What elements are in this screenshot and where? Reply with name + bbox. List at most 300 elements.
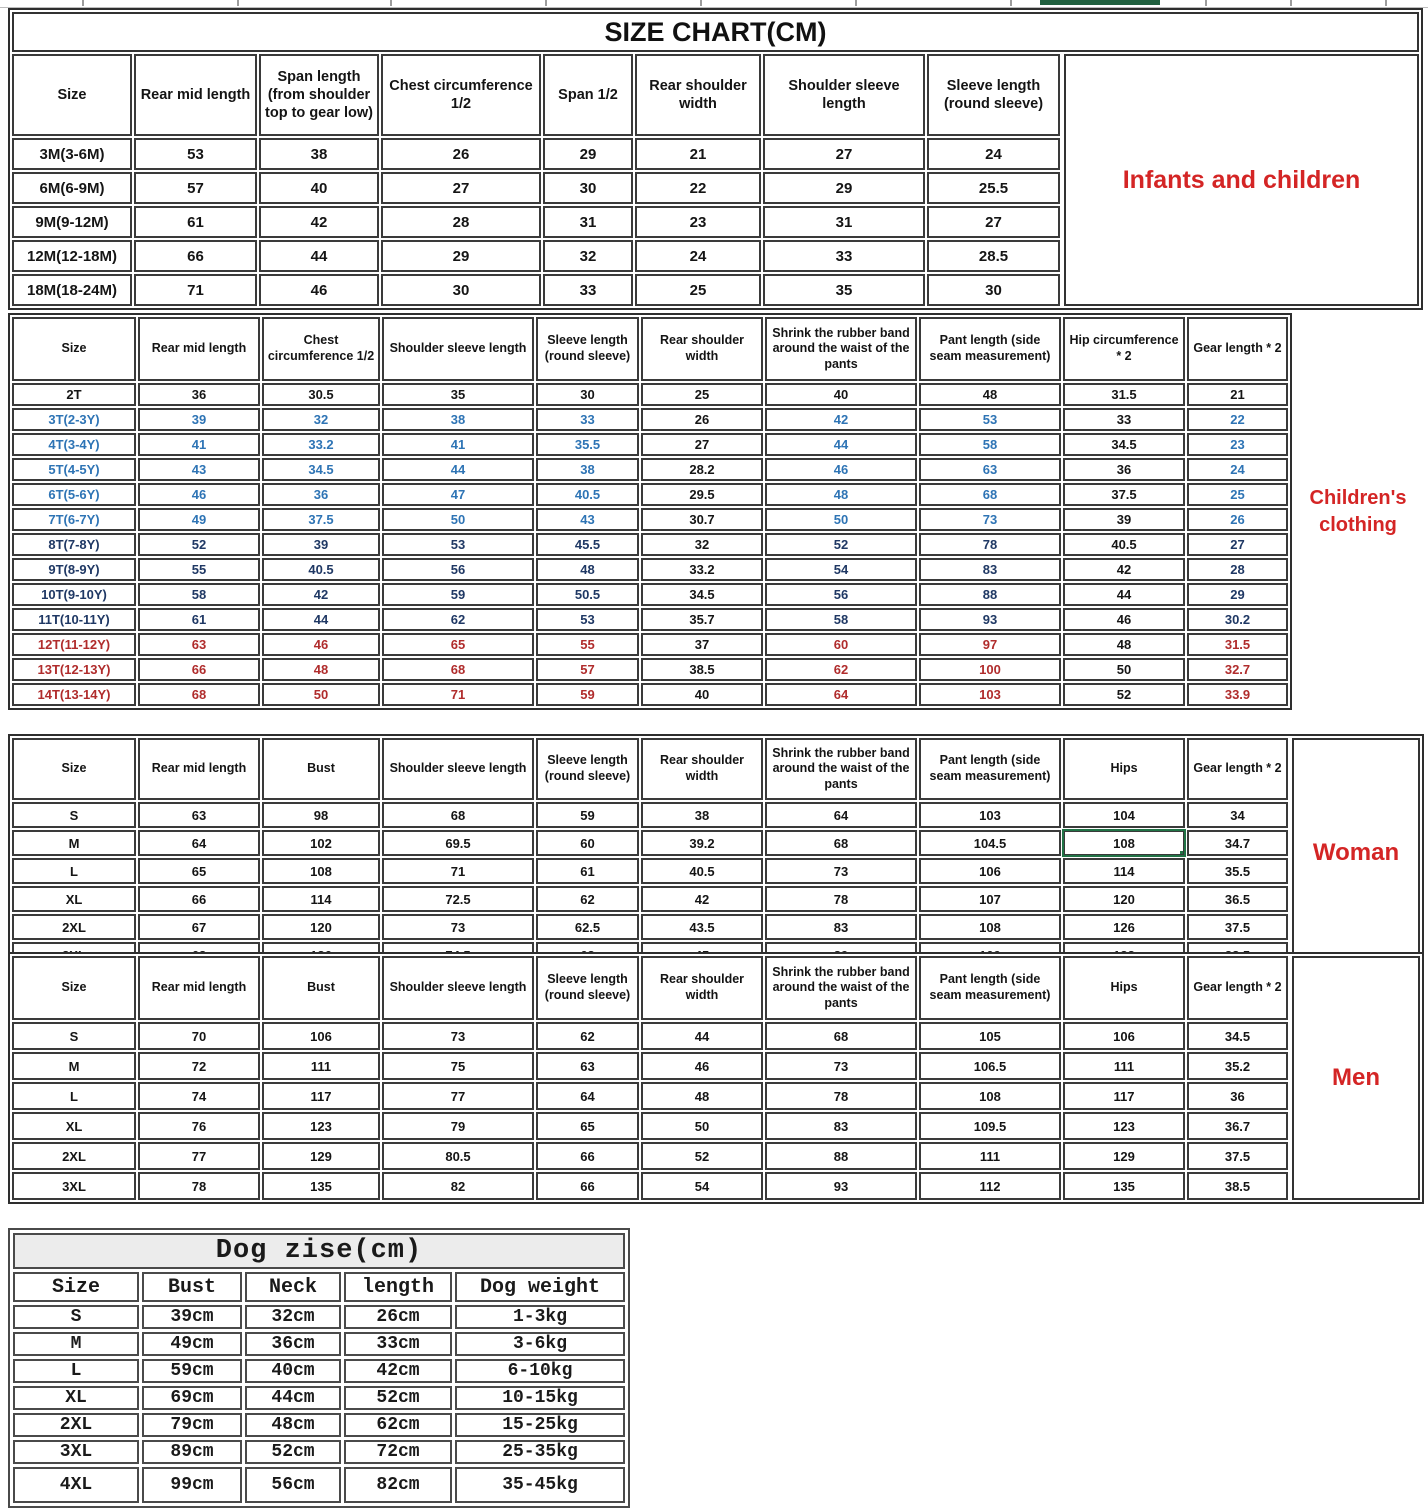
value-cell: 59 [382, 583, 534, 606]
value-cell: 26cm [344, 1305, 452, 1329]
header-cell: Rear shoulder width [641, 956, 763, 1020]
dog-table-title: Dog zise(cm) [13, 1233, 625, 1269]
value-cell: 73 [382, 1022, 534, 1050]
value-cell: 120 [1063, 886, 1185, 912]
size-cell: 10T(9-10Y) [12, 583, 136, 606]
size-cell: 8T(7-8Y) [12, 533, 136, 556]
value-cell: 66 [536, 1172, 639, 1200]
woman-size-table [10, 736, 1290, 970]
table-row [12, 914, 1288, 940]
size-cell: 6M(6-9M) [12, 172, 132, 204]
value-cell: 59cm [142, 1359, 242, 1383]
value-cell: 88 [765, 1142, 917, 1170]
value-cell: 73 [382, 914, 534, 940]
ruler-tick [545, 0, 547, 6]
value-cell: 68 [382, 802, 534, 828]
men-size-table-block [8, 952, 1424, 1204]
value-cell: 98 [262, 802, 380, 828]
value-cell: 33 [763, 240, 925, 272]
selection-remnant-bar [1040, 0, 1160, 5]
value-cell: 44 [259, 240, 379, 272]
value-cell: 34.5 [1063, 433, 1185, 456]
value-cell: 39 [262, 533, 380, 556]
value-cell: 114 [1063, 858, 1185, 884]
header-cell: Gear length * 2 [1187, 738, 1288, 800]
value-cell: 73 [765, 1052, 917, 1080]
header-cell: Bust [262, 738, 380, 800]
value-cell: 34.7 [1187, 830, 1288, 856]
size-cell: 3XL [12, 1172, 136, 1200]
header-cell: Chest circumference 1/2 [262, 317, 380, 381]
size-cell: 3M(3-6M) [12, 138, 132, 170]
value-cell: 78 [765, 886, 917, 912]
value-cell: 35.2 [1187, 1052, 1288, 1080]
size-cell: M [12, 1052, 136, 1080]
value-cell: 83 [919, 558, 1061, 581]
header-cell: Shoulder sleeve length [382, 956, 534, 1020]
value-cell: 68 [919, 483, 1061, 506]
value-cell: 35-45kg [455, 1467, 625, 1503]
value-cell: 62 [382, 608, 534, 631]
value-cell: 40cm [245, 1359, 341, 1383]
table-row [13, 1413, 625, 1437]
header-row [12, 738, 1288, 800]
value-cell: 35.7 [641, 608, 763, 631]
woman-size-table-block [8, 734, 1424, 972]
value-cell: 62 [765, 658, 917, 681]
value-cell: 67 [138, 914, 260, 940]
value-cell: 29 [543, 138, 633, 170]
ruler-tick [1205, 0, 1207, 6]
size-cell: S [12, 1022, 136, 1050]
value-cell: 23 [635, 206, 761, 238]
children-size-table-block [8, 313, 1424, 710]
value-cell: 36.7 [1187, 1112, 1288, 1140]
table-row [12, 802, 1288, 828]
value-cell: 60 [536, 830, 639, 856]
header-cell: Rear shoulder width [635, 54, 761, 136]
value-cell: 83 [765, 1112, 917, 1140]
value-cell: 21 [635, 138, 761, 170]
value-cell: 135 [1063, 1172, 1185, 1200]
ruler-tick [1385, 0, 1387, 6]
table-row [13, 1332, 625, 1356]
header-row [13, 1272, 625, 1302]
value-cell: 37.5 [1063, 483, 1185, 506]
value-cell: 108 [262, 858, 380, 884]
value-cell: 36 [138, 383, 260, 406]
children-table-label: Children's clothing [1309, 486, 1407, 536]
value-cell: 71 [134, 274, 257, 306]
value-cell: 50 [765, 508, 917, 531]
value-cell: 68 [765, 830, 917, 856]
size-cell: S [12, 802, 136, 828]
value-cell: 30 [381, 274, 541, 306]
infant-table-label: Infants and children [1064, 54, 1419, 306]
table-row [12, 138, 1060, 170]
value-cell: 48 [262, 658, 380, 681]
value-cell: 88 [919, 583, 1061, 606]
infant-size-table-block [8, 8, 1423, 310]
table-row [12, 858, 1288, 884]
value-cell: 41 [138, 433, 260, 456]
size-cell: 14T(13-14Y) [12, 683, 136, 706]
value-cell: 3-6kg [455, 1332, 625, 1356]
value-cell: 104 [1063, 802, 1185, 828]
value-cell: 120 [262, 914, 380, 940]
header-cell: Rear mid length [138, 956, 260, 1020]
value-cell: 22 [635, 172, 761, 204]
value-cell: 78 [765, 1082, 917, 1110]
value-cell: 117 [1063, 1082, 1185, 1110]
value-cell: 45.5 [536, 533, 639, 556]
size-cell: L [12, 858, 136, 884]
value-cell: 37.5 [262, 508, 380, 531]
value-cell: 57 [134, 172, 257, 204]
value-cell: 64 [765, 802, 917, 828]
header-cell: Rear mid length [138, 317, 260, 381]
value-cell: 33.9 [1187, 683, 1288, 706]
infant-size-table [10, 52, 1062, 308]
value-cell: 107 [919, 886, 1061, 912]
value-cell: 35 [382, 383, 534, 406]
value-cell: 30 [927, 274, 1060, 306]
value-cell: 135 [262, 1172, 380, 1200]
table-row [12, 508, 1288, 531]
value-cell: 33 [1063, 408, 1185, 431]
value-cell: 30 [536, 383, 639, 406]
value-cell: 50 [1063, 658, 1185, 681]
value-cell: 33 [543, 274, 633, 306]
value-cell: 50 [641, 1112, 763, 1140]
value-cell: 66 [138, 886, 260, 912]
value-cell: 40.5 [536, 483, 639, 506]
table-row [13, 1305, 625, 1329]
value-cell: 73 [765, 858, 917, 884]
size-chart-title: SIZE CHART(CM) [12, 12, 1419, 52]
value-cell: 102 [262, 830, 380, 856]
header-cell: Sleeve length (round sleeve) [536, 317, 639, 381]
value-cell: 68 [138, 683, 260, 706]
header-cell: Chest circumference 1/2 [381, 54, 541, 136]
value-cell: 48 [641, 1082, 763, 1110]
table-row [12, 886, 1288, 912]
value-cell: 103 [919, 802, 1061, 828]
value-cell: 25 [641, 383, 763, 406]
value-cell: 29 [381, 240, 541, 272]
size-cell: 4T(3-4Y) [12, 433, 136, 456]
value-cell: 38 [382, 408, 534, 431]
value-cell: 83 [765, 914, 917, 940]
value-cell: 27 [641, 433, 763, 456]
header-cell: Size [13, 1272, 139, 1302]
ruler-tick [855, 0, 857, 6]
value-cell: 46 [138, 483, 260, 506]
table-row [12, 433, 1288, 456]
table-row [12, 1022, 1288, 1050]
value-cell: 53 [919, 408, 1061, 431]
value-cell: 65 [138, 858, 260, 884]
table-row [13, 1440, 625, 1464]
value-cell: 24 [635, 240, 761, 272]
value-cell: 31 [763, 206, 925, 238]
header-cell: Rear shoulder width [641, 738, 763, 800]
value-cell: 29 [763, 172, 925, 204]
value-cell: 40 [765, 383, 917, 406]
size-cell: 5T(4-5Y) [12, 458, 136, 481]
value-cell: 38 [536, 458, 639, 481]
value-cell: 39cm [142, 1305, 242, 1329]
value-cell: 43 [536, 508, 639, 531]
value-cell: 75 [382, 1052, 534, 1080]
header-cell: Size [12, 317, 136, 381]
value-cell: 53 [536, 608, 639, 631]
value-cell: 69cm [142, 1386, 242, 1410]
header-cell: Pant length (side seam measurement) [919, 956, 1061, 1020]
size-cell: 7T(6-7Y) [12, 508, 136, 531]
header-cell: Shrink the rubber band around the waist of the pants [765, 738, 917, 800]
value-cell: 27 [763, 138, 925, 170]
value-cell: 28.5 [927, 240, 1060, 272]
value-cell: 69.5 [382, 830, 534, 856]
value-cell: 108 [919, 914, 1061, 940]
value-cell: 40.5 [262, 558, 380, 581]
table-row [12, 558, 1288, 581]
ruler-tick [700, 0, 702, 6]
header-cell: Span 1/2 [543, 54, 633, 136]
value-cell: 33cm [344, 1332, 452, 1356]
value-cell: 62 [536, 886, 639, 912]
value-cell: 108 [1063, 830, 1185, 856]
table-row [12, 658, 1288, 681]
value-cell: 63 [919, 458, 1061, 481]
header-cell: Hip circumference * 2 [1063, 317, 1185, 381]
value-cell: 104.5 [919, 830, 1061, 856]
value-cell: 111 [1063, 1052, 1185, 1080]
value-cell: 72cm [344, 1440, 452, 1464]
value-cell: 58 [919, 433, 1061, 456]
value-cell: 28.2 [641, 458, 763, 481]
value-cell: 106 [1063, 1022, 1185, 1050]
size-cell: 6T(5-6Y) [12, 483, 136, 506]
value-cell: 78 [919, 533, 1061, 556]
value-cell: 114 [262, 886, 380, 912]
value-cell: 44 [262, 608, 380, 631]
value-cell: 48 [765, 483, 917, 506]
header-cell: Pant length (side seam measurement) [919, 317, 1061, 381]
header-cell: Size [12, 956, 136, 1020]
value-cell: 25-35kg [455, 1440, 625, 1464]
value-cell: 72.5 [382, 886, 534, 912]
value-cell: 61 [536, 858, 639, 884]
value-cell: 37 [641, 633, 763, 656]
header-cell: length [344, 1272, 452, 1302]
header-cell: Shoulder sleeve length [382, 317, 534, 381]
value-cell: 21 [1187, 383, 1288, 406]
table-row [13, 1359, 625, 1383]
value-cell: 106.5 [919, 1052, 1061, 1080]
value-cell: 52 [138, 533, 260, 556]
value-cell: 58 [765, 608, 917, 631]
value-cell: 34.5 [641, 583, 763, 606]
value-cell: 76 [138, 1112, 260, 1140]
value-cell: 109.5 [919, 1112, 1061, 1140]
value-cell: 111 [262, 1052, 380, 1080]
value-cell: 48 [919, 383, 1061, 406]
value-cell: 25 [1187, 483, 1288, 506]
size-cell: 2XL [12, 914, 136, 940]
value-cell: 52cm [344, 1386, 452, 1410]
value-cell: 28 [381, 206, 541, 238]
value-cell: 38 [641, 802, 763, 828]
header-cell: Neck [245, 1272, 341, 1302]
value-cell: 36 [1063, 458, 1185, 481]
value-cell: 82 [382, 1172, 534, 1200]
value-cell: 23 [1187, 433, 1288, 456]
size-cell: 3T(2-3Y) [12, 408, 136, 431]
value-cell: 30.2 [1187, 608, 1288, 631]
value-cell: 56cm [245, 1467, 341, 1503]
value-cell: 64 [536, 1082, 639, 1110]
value-cell: 62 [536, 1022, 639, 1050]
value-cell: 32 [641, 533, 763, 556]
value-cell: 82cm [344, 1467, 452, 1503]
value-cell: 50.5 [536, 583, 639, 606]
value-cell: 30.5 [262, 383, 380, 406]
value-cell: 27 [927, 206, 1060, 238]
value-cell: 30 [543, 172, 633, 204]
value-cell: 22 [1187, 408, 1288, 431]
value-cell: 57 [536, 658, 639, 681]
value-cell: 32.7 [1187, 658, 1288, 681]
header-cell: Rear shoulder width [641, 317, 763, 381]
value-cell: 6-10kg [455, 1359, 625, 1383]
header-cell: Span length (from shoulder top to gear low) [259, 54, 379, 136]
value-cell: 46 [1063, 608, 1185, 631]
header-row [12, 956, 1288, 1020]
ruler-tick [1010, 0, 1012, 6]
value-cell: 26 [641, 408, 763, 431]
value-cell: 68 [382, 658, 534, 681]
value-cell: 52 [765, 533, 917, 556]
size-cell: 2XL [13, 1413, 139, 1437]
value-cell: 63 [138, 802, 260, 828]
value-cell: 66 [536, 1142, 639, 1170]
size-cell: L [13, 1359, 139, 1383]
value-cell: 126 [1063, 914, 1185, 940]
value-cell: 48 [536, 558, 639, 581]
value-cell: 43.5 [641, 914, 763, 940]
table-row [12, 483, 1288, 506]
table-row [12, 172, 1060, 204]
value-cell: 123 [262, 1112, 380, 1140]
value-cell: 66 [138, 658, 260, 681]
table-row [12, 633, 1288, 656]
value-cell: 73 [919, 508, 1061, 531]
value-cell: 32cm [245, 1305, 341, 1329]
value-cell: 58 [138, 583, 260, 606]
table-row [12, 383, 1288, 406]
value-cell: 25 [635, 274, 761, 306]
value-cell: 71 [382, 683, 534, 706]
value-cell: 62cm [344, 1413, 452, 1437]
value-cell: 77 [382, 1082, 534, 1110]
value-cell: 35 [763, 274, 925, 306]
size-cell: 2T [12, 383, 136, 406]
value-cell: 32 [543, 240, 633, 272]
value-cell: 42 [262, 583, 380, 606]
value-cell: 42 [259, 206, 379, 238]
value-cell: 1-3kg [455, 1305, 625, 1329]
value-cell: 40.5 [1063, 533, 1185, 556]
size-cell: L [12, 1082, 136, 1110]
value-cell: 35.5 [1187, 858, 1288, 884]
size-cell: 9T(8-9Y) [12, 558, 136, 581]
value-cell: 56 [382, 558, 534, 581]
value-cell: 41 [382, 433, 534, 456]
table-row [12, 240, 1060, 272]
value-cell: 32 [262, 408, 380, 431]
value-cell: 37.5 [1187, 914, 1288, 940]
size-cell: 3XL [13, 1440, 139, 1464]
value-cell: 61 [138, 608, 260, 631]
value-cell: 46 [259, 274, 379, 306]
children-size-table [10, 315, 1290, 708]
value-cell: 62.5 [536, 914, 639, 940]
size-cell: 9M(9-12M) [12, 206, 132, 238]
value-cell: 59 [536, 802, 639, 828]
header-cell: Gear length * 2 [1187, 956, 1288, 1020]
value-cell: 64 [138, 830, 260, 856]
value-cell: 129 [1063, 1142, 1185, 1170]
table-row [12, 1052, 1288, 1080]
value-cell: 31 [543, 206, 633, 238]
value-cell: 42cm [344, 1359, 452, 1383]
value-cell: 74 [138, 1082, 260, 1110]
table-row [12, 206, 1060, 238]
value-cell: 35.5 [536, 433, 639, 456]
value-cell: 105 [919, 1022, 1061, 1050]
value-cell: 55 [138, 558, 260, 581]
value-cell: 52 [641, 1142, 763, 1170]
value-cell: 54 [765, 558, 917, 581]
value-cell: 60 [765, 633, 917, 656]
value-cell: 40 [259, 172, 379, 204]
table-row [12, 830, 1288, 856]
value-cell: 106 [262, 1022, 380, 1050]
value-cell: 37.5 [1187, 1142, 1288, 1170]
value-cell: 44 [765, 433, 917, 456]
header-cell: Bust [262, 956, 380, 1020]
header-cell: Sleeve length (round sleeve) [927, 54, 1060, 136]
value-cell: 54 [641, 1172, 763, 1200]
value-cell: 63 [536, 1052, 639, 1080]
header-row [12, 317, 1288, 381]
header-row [12, 54, 1060, 136]
value-cell: 103 [919, 683, 1061, 706]
value-cell: 24 [927, 138, 1060, 170]
value-cell: 42 [765, 408, 917, 431]
header-cell: Shoulder sleeve length [382, 738, 534, 800]
value-cell: 65 [382, 633, 534, 656]
header-cell: Gear length * 2 [1187, 317, 1288, 381]
value-cell: 55 [536, 633, 639, 656]
value-cell: 79 [382, 1112, 534, 1140]
value-cell: 33 [536, 408, 639, 431]
size-cell: 12M(12-18M) [12, 240, 132, 272]
header-cell: Shoulder sleeve length [763, 54, 925, 136]
size-cell: 11T(10-11Y) [12, 608, 136, 631]
